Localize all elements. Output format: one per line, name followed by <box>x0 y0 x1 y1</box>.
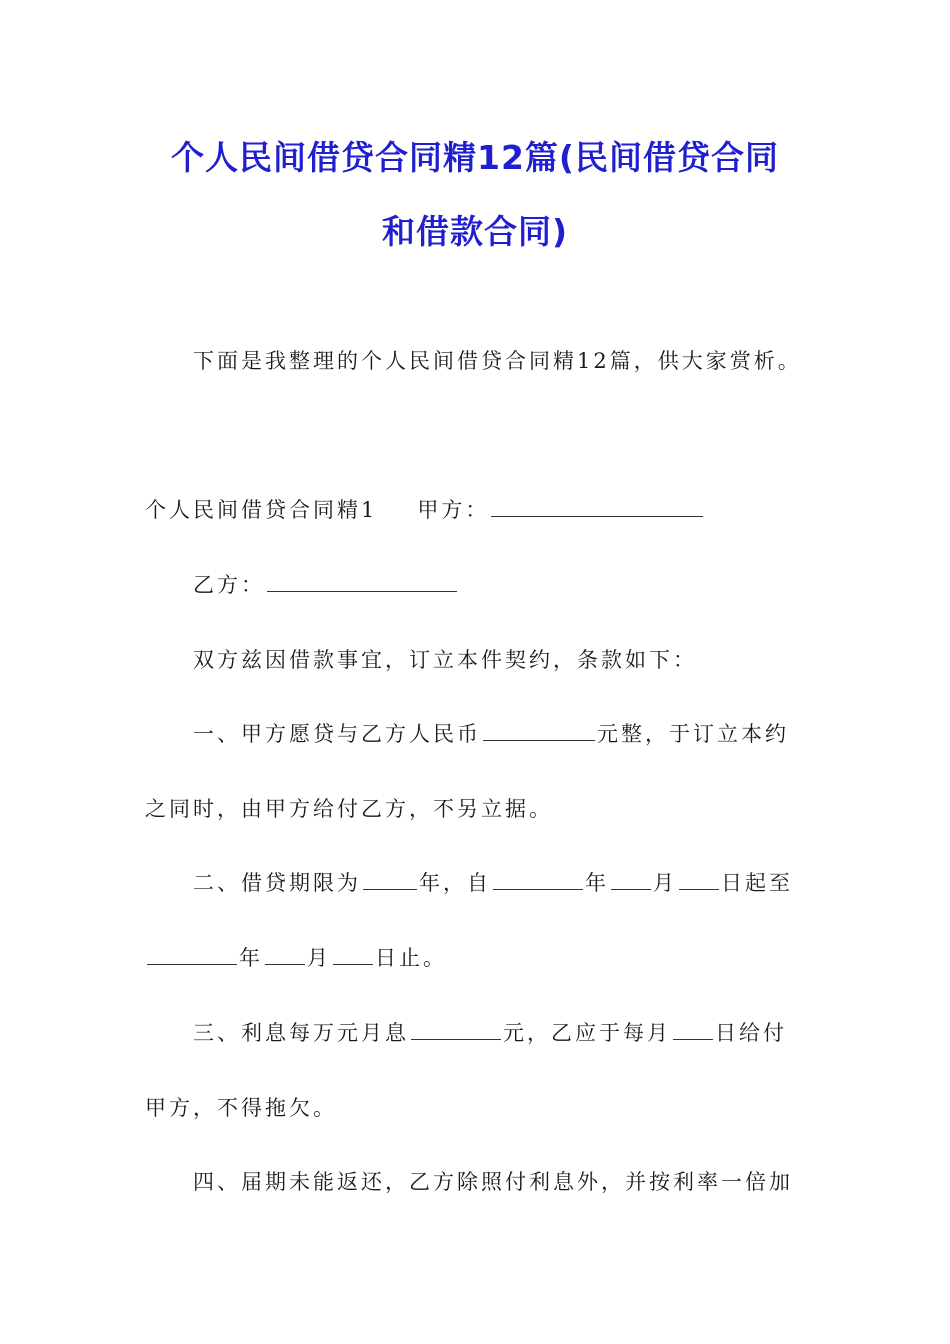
clause-1-text-b: 元整，于订立本约 <box>597 722 789 746</box>
clause-2-line-2 <box>145 943 447 973</box>
end-year-blank[interactable] <box>147 946 237 965</box>
intro-paragraph: 下面是我整理的个人民间借贷合同精12篇，供大家赏析。 <box>193 349 802 373</box>
party-b-line <box>193 570 459 600</box>
start-day-blank[interactable] <box>679 871 719 890</box>
clause-1-line-1 <box>193 719 789 749</box>
party-b-label: 乙方： <box>193 573 265 597</box>
start-year-blank[interactable] <box>493 871 583 890</box>
clause-1-line-2: 之同时，由甲方给付乙方，不另立据。 <box>145 797 553 821</box>
clause-2-line-1 <box>193 868 793 898</box>
party-a-label: 甲方： <box>417 498 490 522</box>
clause-2-text-e: 日起至 <box>721 871 793 895</box>
end-month-blank[interactable] <box>265 946 305 965</box>
clause-3-text-c: 日给付 <box>715 1021 787 1045</box>
document-title-line-2: 和借款合同) <box>381 212 569 251</box>
contract-heading-line <box>145 495 705 525</box>
clause-2-text-a: 二、借贷期限为 <box>193 871 361 895</box>
end-day-blank[interactable] <box>333 946 373 965</box>
clause-2-text-h: 日止。 <box>375 946 447 970</box>
clause-2-text-g: 月 <box>307 946 331 970</box>
start-month-blank[interactable] <box>611 871 651 890</box>
party-b-blank[interactable] <box>267 573 457 592</box>
term-years-blank[interactable] <box>363 871 417 890</box>
payment-day-blank[interactable] <box>673 1021 713 1040</box>
preamble-paragraph: 双方兹因借款事宜，订立本件契约，条款如下： <box>193 648 697 672</box>
clause-2-text-c: 年 <box>585 871 609 895</box>
clause-3-text-b: 元，乙应于每月 <box>503 1021 671 1045</box>
clause-1-text-a: 一、甲方愿贷与乙方人民币 <box>193 722 481 746</box>
clause-3-line-1 <box>193 1018 787 1048</box>
clause-4-line-1: 四、届期未能返还，乙方除照付利息外，并按利率一倍加 <box>193 1170 793 1194</box>
clause-3-line-2: 甲方，不得拖欠。 <box>145 1096 337 1120</box>
contract-heading: 个人民间借贷合同精1 <box>145 498 378 522</box>
party-a-blank[interactable] <box>491 498 703 517</box>
clause-2-text-d: 月 <box>653 871 677 895</box>
document-title-line-1: 个人民间借贷合同精12篇(民间借贷合同 <box>170 138 779 177</box>
clause-2-text-b: 年，自 <box>419 871 491 895</box>
monthly-interest-blank[interactable] <box>411 1021 501 1040</box>
loan-amount-blank[interactable] <box>483 722 595 741</box>
clause-3-text-a: 三、利息每万元月息 <box>193 1021 409 1045</box>
clause-2-text-f: 年 <box>239 946 263 970</box>
